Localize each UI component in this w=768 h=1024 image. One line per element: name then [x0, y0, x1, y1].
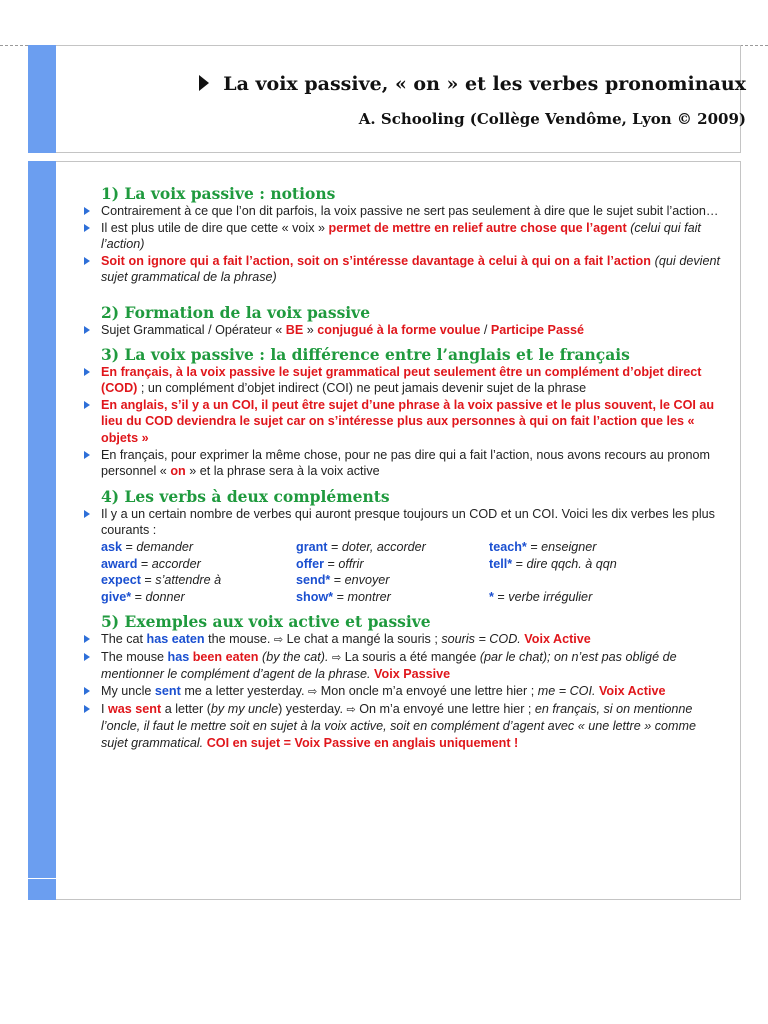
- section-heading-3: 3) La voix passive : la différence entre l’anglais et le français: [101, 344, 630, 364]
- verb-entry: grant = doter, accorder: [296, 539, 426, 554]
- outline-arrow-icon: ⇨: [346, 703, 356, 716]
- sidebar-gap: [28, 153, 56, 161]
- verb-entry-empty: [489, 572, 699, 589]
- verb-entry: show* = montrer: [296, 589, 391, 604]
- list-item: Il est plus utile de dire que cette « voix » permet de mettre en relief autre chose que l’agent (celui qui fait l’action): [80, 220, 720, 253]
- sidebar-mark: [28, 878, 56, 879]
- verb-entry: expect = s’attendre à: [101, 573, 222, 588]
- section-heading-5: 5) Exemples aux voix active et passive: [101, 612, 431, 632]
- play-triangle-icon: [199, 75, 209, 91]
- list-item: En français, à la voix passive le sujet grammatical peut seulement être un complément d’objet direct (COD) ; un complément d’objet indirect (COI) ne peut jamais devenir sujet de la phrase: [80, 364, 720, 397]
- list-item: My uncle sent me a letter yesterday. ⇨ Mon oncle m’a envoyé une lettre hier ; me = COI. Voix Active: [80, 683, 720, 701]
- page-title-text: La voix passive, « on » et les verbes pronominaux: [223, 73, 746, 95]
- outline-arrow-icon: ⇨: [273, 634, 284, 647]
- list-item: The mouse has been eaten (by the cat). ⇨ La souris a été mangée (par le chat); on n’est pas obligé de mentionner le complément d’agent de la phrase. Voix Passive: [80, 649, 720, 683]
- section-heading-2: 2) Formation de la voix passive: [101, 302, 371, 322]
- outline-arrow-icon: ⇨: [332, 651, 342, 664]
- verb-legend: * = verbe irrégulier: [489, 589, 593, 604]
- header-frame: [56, 45, 741, 153]
- document-body: [80, 184, 720, 751]
- section-heading-1: 1) La voix passive : notions: [101, 184, 336, 203]
- verb-entry: teach* = enseigner: [489, 539, 597, 554]
- list-item: En anglais, s’il y a un COI, il peut être sujet d’une phrase à la voix passive et le plus souvent, le COI au lieu du COD deviendra le sujet car on s’intéresse plus aux personnes à qui on fait l’action que les « objets »: [80, 397, 720, 447]
- verb-entry: give* = donner: [101, 589, 185, 604]
- outline-arrow-icon: ⇨: [307, 686, 318, 699]
- verb-entry: offer = offrir: [296, 556, 364, 571]
- section-heading-4: 4) Les verbs à deux compléments: [101, 486, 390, 506]
- list-item: Soit on ignore qui a fait l’action, soit on s’intéresse davantage à celui à qui on a fait l’action (qui devient sujet grammatical de la phrase): [80, 253, 720, 286]
- list-item: Sujet Grammatical / Opérateur « BE » conjugué à la forme voulue / Participe Passé: [80, 322, 720, 339]
- list-item: Il y a un certain nombre de verbes qui auront presque toujours un COD et un COI. Voici les dix verbes les plus courants :: [80, 506, 720, 539]
- list-item: The cat has eaten the mouse. ⇨ Le chat a mangé la souris ; souris = COD. Voix Active: [80, 631, 720, 649]
- list-item: Contrairement à ce que l’on dit parfois, la voix passive ne sert pas seulement à dire que le sujet subit l’action…: [80, 203, 720, 220]
- verb-table: [80, 539, 720, 605]
- verb-entry: tell* = dire qqch. à qqn: [489, 556, 617, 571]
- verb-entry: award = accorder: [101, 556, 201, 571]
- author-line: A. Schooling (Collège Vendôme, Lyon © 2009): [358, 110, 746, 128]
- page-title: [199, 73, 746, 95]
- list-item: En français, pour exprimer la même chose, pour ne pas dire qui a fait l’action, nous avons recours au pronom personnel « on » et la phrase sera à la voix active: [80, 447, 720, 480]
- accent-sidebar: [28, 45, 56, 900]
- verb-entry: send* = envoyer: [296, 573, 390, 588]
- list-item: I was sent a letter (by my uncle) yesterday. ⇨ On m’a envoyé une lettre hier ; en français, si on mentionne l’oncle, il faut le mettre soit en sujet à la voix active, soit en complément d’agent avec « une lettre » comme sujet grammatical. COI en sujet = Voix Passive en anglais uniquement !: [80, 701, 720, 752]
- verb-entry: ask = demander: [101, 539, 194, 554]
